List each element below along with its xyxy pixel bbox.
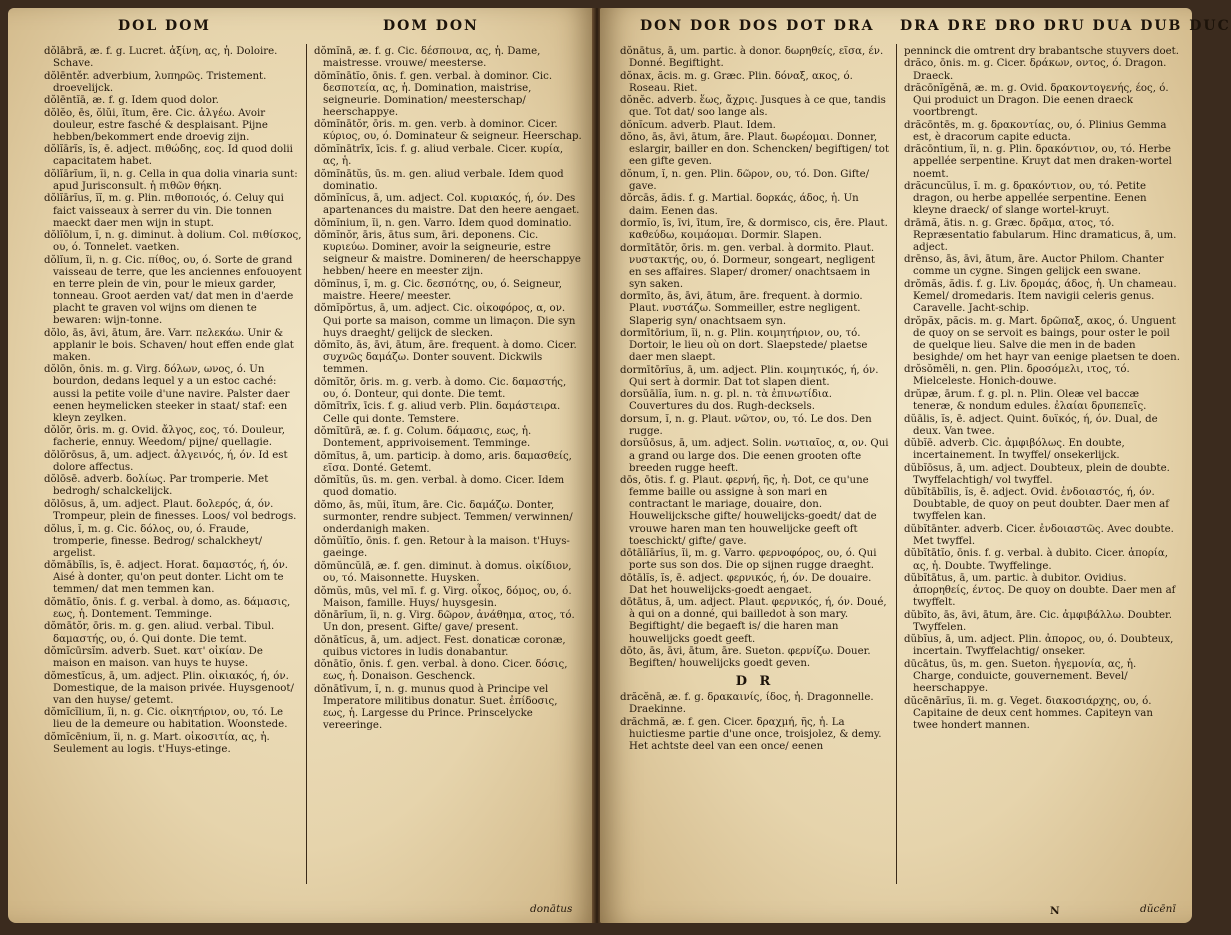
dictionary-entry: dŏmo, ās, mŭi, ĭtum, āre. Cic. δαμάζω. Donter, surmonter, rendre subject. Temmen/ verwinnen/ onderdanigh maken.	[314, 499, 573, 535]
dictionary-entry: dŏlĭārĭs, ĭs, ē. adject. πιθώδης, εος. Id quod dolii capacitatem habet.	[44, 144, 293, 168]
dictionary-entry: drăcōnĭgĕnă, æ. m. g. Ovid. δρακοντογενής, έος, ό. Qui produict un Dragon. Die eenen draeck voortbrengt.	[904, 83, 1169, 119]
dictionary-entry: dŭbĭus, ā, um. adject. Plin. ἀπορος, ου, ό. Doubteux, incertain. Twyffelachtig/ onseker.	[904, 634, 1174, 658]
dictionary-entry: drăchmă, æ. f. gen. Cicer. δραχμή, ῆς, ἡ. La huictiesme partie d'une once, troisjolez, & demy. Het achtste deel van een once/ eenen	[620, 716, 882, 752]
dictionary-entry: dŏmĭcĭlium, ĭi, n. g. Cic. οἰκητήριον, ου, τό. Le lieu de la demeure ou habitation. Woonstede.	[44, 707, 288, 731]
dictionary-entry: dŏmĭtūrā, æ. f. g. Colum. δάμασις, εως, ἡ. Dontement, apprivoisement. Temminge.	[314, 425, 532, 450]
catchword: dŭcēnī	[1140, 903, 1176, 915]
dictionary-entry: dŏlĭārĭum, ĭi, n. g. Cella in qua dolia vinaria sunt: apud Jurisconsult. ἡ πιθῶν θήκη.	[44, 168, 298, 192]
dictionary-entry: dormītōrium, ĭi, n. g. Plin. κοιμητήριον, ου, τό. Dortoir, le lieu où on dort. Slaepstede/ plaetse daer men slaept.	[620, 328, 868, 364]
dictionary-entry: drŏsŏmĕli, n. gen. Plin. δροσόμελι, ιτος, τό. Mielceleste. Honich-douwe.	[904, 364, 1130, 388]
dictionary-entry: drŏpăx, păcis. m. g. Mart. δρῶπαξ, ακος, ό. Unguent de quoy on se servoit es baings, pour oster le poil de quelque lieu. Salve die men in de baden besighde/ om het hayr van eenige plaetsen te doen.	[904, 315, 1180, 363]
dictionary-entry: dŏnātus, ā, um. partic. à donor. δωρηθείς, εῖσα, έν. Donné. Begiftight.	[620, 46, 884, 70]
dictionary-entry: drŭpæ, ārum. f. g. pl. n. Plin. Oleæ vel baccæ teneræ, & nondum edules. ἐλαίαι δρυπεπεῖς.	[904, 388, 1147, 413]
dictionary-entry: dŏmĭtus, ā, um. particip. à domo, aris. δαμασθείς, εῖσα. Donté. Getemt.	[314, 450, 572, 474]
left-page	[8, 8, 594, 923]
entries-dr	[620, 692, 890, 753]
dictionary-entry: dōto, ās, āvi, ātum, āre. Sueton. φερνίζω. Douer. Begiften/ houwelijcks goedt geven.	[620, 646, 871, 670]
dictionary-entry: dormĭo, īs, īvi, ītum, īre, & dormisco, cis, ēre. Plaut. καθεύδω, κοιμάομαι. Dormir. Slapen.	[620, 218, 888, 242]
dictionary-entry: dŏlōn, ōnis. m. g. Virg. δόλων, ωνος, ό. Un bourdon, dedans lequel y a un estoc caché: aussi la petite voile d'une navire. Palster daer eenen heymelicken steeker in staat/ staf: een kleyn zeylken.	[44, 364, 290, 424]
dictionary-entry: dŭbĭtātĭo, ōnis. f. g. verbal. à dubito. Cicer. ἀπορία, ας, ἡ. Doubte. Twyffelinge.	[904, 548, 1169, 572]
dictionary-entry: dŏlĭum, ĭi, n. g. Cic. πίθος, ου, ό. Sorte de grand vaisseau de terre, que les anciennes enfouoyent en terre plein de vin, pour le mieux garder, tonneau. Groot aerden vat/ dat men in d'aerde placht te graven vol wijns om dienen te bewaren: wijn-tonne.	[44, 254, 302, 327]
dictionary-entry: dŭbĭtābĭlis, ĭs, ē. adject. Ovid. ἐνδοιαστός, ή, όν. Doubtable, de quoy on peut doubter. Daer men af twyffelen kan.	[904, 487, 1170, 523]
left-page-header-left: DOL DOM	[118, 18, 211, 34]
dictionary-entry: dŏmĭpŏrtus, ā, um. adject. Cic. οἰκοφόρος, α, ον. Qui porte sa maison, comme un limaçon. Die syn huys draeght/ gelijck de slecken.	[314, 303, 576, 339]
dictionary-entry: dŏmŭĭtĭo, ōnis. f. gen. Retour à la maison. t'Huys-gaeinge.	[314, 536, 570, 560]
entries-do	[620, 46, 890, 670]
right-page-header-right: DRA DRE DRO DRU DUA DUB DUC	[900, 18, 1231, 34]
dictionary-entry: dormītātŏr, ōris. m. gen. verbal. à dormito. Plaut. νυστακτής, ου, ό. Dormeur, songeart, negligent en ses affaires. Slaper/ dromer/ onachtsaem in syn saken.	[620, 242, 876, 290]
dictionary-entry: dŭbĭto, ās, āvi, ātum, āre. Cic. ἀμφιβάλλω. Doubter. Twyffelen.	[904, 609, 1173, 633]
catchword: donātus	[530, 903, 573, 915]
dictionary-entry: drăcōntēs, m. g. δρακοντίας, ου, ό. Plinius Gemma est, è dracorum capite educta.	[904, 119, 1167, 143]
dictionary-entry: dŏmĭcēnium, ĭi, n. g. Mart. οἰκοσιτία, ας, ἡ. Seulement au logis. t'Huys-etinge.	[44, 731, 270, 755]
dictionary-entry: dorsŭālĭa, ĭum. n. g. pl. n. τὰ ἐπινωτίδια. Couvertures du dos. Rugh-decksels.	[620, 389, 833, 413]
dictionary-entry: dŏmĭcūrsĭm. adverb. Suet. κατ' οἰκίαν. De maison en maison. van huys te huyse.	[44, 646, 263, 670]
dictionary-entry: dormītōrĭus, ā, um. adject. Plin. κοιμητικός, ή, όν. Qui sert à dormir. Dat tot slapen dient.	[620, 364, 879, 388]
dictionary-entry: dōs, ōtis. f. g. Plaut. φερνή, ῆς, ἡ. Dot, ce qu'une femme baille ou assigne à son mari en contractant le mariage, douaire, don. Houwelijcksche gifte/ houwelijcks-goedt/ dat de vrouwe haren man ten houwelijcke geeft oft toeschickt/ gifte/ gave.	[620, 475, 877, 547]
dictionary-entry: dorsŭōsus, ā, um. adject. Solin. νωτιαῖος, α, ον. Qui a grand ou large dos. Die eenen grooten ofte breeden rugge heeft.	[620, 438, 889, 474]
dictionary-entry: dorsum, ĭ, n. g. Plaut. νῶτον, ου, τό. Le dos. Den rugge.	[620, 413, 872, 437]
dictionary-entry: dŏmātŏr, ōris. m. g. gen. aliud. verbal. Tibul. δαμαστής, ου, ό. Qui donte. Die temt.	[44, 621, 275, 645]
dictionary-entry: dŏlēntěr. adverbium, λυπηρῶς. Tristement. droevelijck.	[44, 70, 267, 94]
dictionary-entry: dŏmĭnus, ĭ, m. g. Cic. δεσπότης, ου, ό. Seigneur, maistre. Heere/ meester.	[314, 278, 562, 302]
dictionary-entry: drŏmăs, ădis. f. g. Liv. δρομάς, άδος, ἡ. Un chameau. Kemel/ dromedaris. Item navigii celeris genus. Caravelle. Jacht-schip.	[904, 278, 1177, 315]
dictionary-entry: dŏnum, ĭ, n. gen. Plin. δῶρον, ου, τό. Don. Gifte/ gave.	[620, 168, 870, 192]
dictionary-entry: dŏmŭs, mūs, vel mī. f. g. Virg. οἶκος, δόμος, ου, ό. Maison, famille. Huys/ huysgesin.	[314, 585, 572, 609]
dictionary-entry: dŏlĕo, ēs, ŏlŭi, ĭtum, ēre. Cic. ἀλγέω. Avoir douleur, estre fasché & desplaisant. Pijne hebben/bekommert ende droevig zijn.	[44, 107, 268, 143]
dictionary-entry: dŏmĭnātrīx, īcis. f. g. aliud verbale. Cicer. κυρία, ας, ἡ.	[314, 143, 564, 168]
right-page-column-1	[620, 46, 890, 916]
dictionary-entry: dŏnĕc. adverb. ἕως, ἄχρις. Jusques à ce que, tandis que. Tot dat/ soo lange als.	[620, 95, 886, 119]
signature-mark: N	[1050, 905, 1060, 917]
column-divider	[896, 44, 897, 884]
right-page	[600, 8, 1231, 923]
dictionary-entry: dŏmĭnŏr, āris, ātus sum, āri. deponens. Cic. κυριεύω. Dominer, avoir la seigneurie, estre seigneur & maistre. Domineren/ de heerschappye hebben/ heere en meester zijn.	[314, 230, 581, 278]
dictionary-entry: dŏmĭtŭs, ūs. m. gen. verbal. à domo. Cicer. Idem quod domatio.	[314, 475, 565, 499]
section-heading-dr: D R	[735, 674, 775, 690]
dictionary-entry: dŏnĭcum. adverb. Plaut. Idem.	[620, 119, 776, 131]
dictionary-entry: dŭcēnārĭus, ĭi. m. g. Veget. διακοσιάρχης, ου, ό. Capitaine de deux cent hommes. Capiteyn van twee hondert mannen.	[904, 695, 1153, 731]
dictionary-entry: dŏlĭārĭus, ĭĭ, m. g. Plin. πιθοποιός, ό. Celuy qui faict vaisseaux à serrer du vin. Die tonnen maeckt daer men wijn in stupt.	[44, 193, 284, 229]
dictionary-entry: drēnso, ās, āvi, ātum, āre. Auctor Philom. Chanter comme un cygne. Singen gelijck een swane.	[904, 254, 1164, 278]
dictionary-entry: dōtālĭs, ĭs, ē. adject. φερνικός, ή, όν. De douaire. Dat het houwelijcks-goedt aengaet.	[620, 572, 872, 596]
dictionary-entry: dŏlŏrōsus, ā, um. adject. ἀλγεινός, ή, όν. Id est dolore affectus.	[44, 449, 288, 473]
dictionary-entry: penninck die omtrent dry brabantsche stuyvers doet.	[904, 46, 1179, 57]
dictionary-entry: dŏlus, ĭ, m. g. Cic. δόλος, ου, ό. Fraude, tromperie, finesse. Bedrog/ schalckheyt/ argelist.	[44, 523, 263, 559]
dictionary-entry: dŭbĭtātus, ā, um. partic. à dubitor. Ovidius. ἀπορηθείς, έντος. De quoy on doubte. Daer men af twyffelt.	[904, 573, 1176, 609]
dictionary-entry: dŏmestĭcus, ā, um. adject. Plin. οἰκιακός, ή, όν. Domestique, de la maison privée. Huysgenoot/ van den huyse/ getemt.	[44, 670, 294, 706]
dictionary-entry: dŏmĭnātŭs, ūs. m. gen. aliud verbale. Idem quod dominatio.	[314, 168, 564, 192]
dictionary-entry: dŏno, ās, āvi, ātum, āre. Plaut. δωρέομαι. Donner, eslargir, bailler en don. Schencken/ begiftigen/ tot een gifte geven.	[620, 132, 890, 168]
dictionary-entry: dŏmĭtrīx, īcis. f. g. aliud verb. Plin. δαμάστειρα. Celle qui donte. Temstere.	[314, 401, 561, 425]
dictionary-entry: dŏlābrā, æ. f. g. Lucret. ἀξίνη, ας, ἡ. Doloire. Schave.	[44, 46, 278, 70]
dictionary-entry: dŏnātĭo, ōnis. f. gen. verbal. à dono. Cicer. δόσις, εως, ἡ. Donaison. Geschenck.	[314, 659, 568, 683]
dictionary-entry: dŏmĭnātŏr, ōris. m. gen. verb. à dominor. Cicer. κύριος, ου, ό. Dominateur & seigneur. Heerschap.	[314, 119, 582, 143]
dictionary-entry: dŏmābĭlis, ĭs, ē. adject. Horat. δαμαστός, ή, όν. Aisé à donter, qu'on peut donter. Licht om te temmen/ dat men temmen kan.	[44, 560, 289, 596]
column-divider	[306, 44, 307, 884]
dictionary-entry: dŏlēntĭā, æ. f. g. Idem quod dolor.	[44, 95, 219, 107]
dictionary-entry: dŏnax, ăcis. m. g. Græc. Plin. δόναξ, ακος, ό. Roseau. Riet.	[620, 70, 853, 94]
left-page-header-right: DOM DON	[383, 18, 479, 34]
dictionary-entry: drăcĕnā, æ. f. g. δρακαινίς, ίδος, ἡ. Dragonnelle. Draekinne.	[620, 692, 874, 716]
dictionary-entry: dŭbĭtānter. adverb. Cicer. ἐνδοιαστῶς. Avec doubte. Met twyffel.	[904, 523, 1174, 547]
dictionary-entry: dŏmĭnium, ĭi, n. gen. Varro. Idem quod dominatio.	[314, 217, 572, 229]
dictionary-entry: dŏmĭnĭcus, ā, um. adject. Col. κυριακός, ή, όν. Des apartenances du maistre. Dat den heere aengaet.	[314, 193, 580, 217]
dictionary-entry: drăcōntium, ĭi, n. g. Plin. δρακόντιον, ου, τό. Herbe appellée serpentine. Kruyt dat men draken-wortel noemt.	[904, 144, 1172, 180]
dictionary-entry: dŏmātĭo, ōnis. f. g. verbal. à domo, as. δάμασις, εως, ἡ. Dontement. Temminge.	[44, 596, 291, 620]
dictionary-entry: dŏmĭnā, æ. f. g. Cic. δέσποινα, ας, ἡ. Dame, maistresse. vrouwe/ meesterse.	[314, 46, 541, 70]
dictionary-entry: dŭbĭōsus, ā, um. adject. Doubteux, plein de doubte. Twyffelachtigh/ vol twyffel.	[904, 462, 1170, 486]
dictionary-entry: dŏlōsē. adverb. δολίως. Par tromperie. Met bedrogh/ schalckelijck.	[44, 474, 269, 498]
dictionary-entry: drăco, ōnis. m. g. Cicer. δράκων, οντος, ό. Dragon. Draeck.	[904, 58, 1167, 82]
dictionary-entry: dormīto, ās, āvi, ātum, āre. frequent. à dormio. Plaut. νυστάζω. Sommeiller, estre negligent. Slaperig syn/ onachtsaem syn.	[620, 291, 863, 327]
dictionary-entry: dŏmŭncŭlā, æ. f. gen. diminut. à domus. οἰκίδιον, ου, τό. Maisonnette. Huysken.	[314, 560, 572, 585]
dictionary-entry: dŏmĭnātĭo, ōnis. f. gen. verbal. à dominor. Cic. δεσποτεία, ας, ἡ. Domination, maistrise, seigneurie. Domination/ meesterschap/ heerschappye.	[314, 70, 553, 118]
dictionary-entry: drāmă, ătis. n. g. Græc. δρᾶμα, ατος, τό. Repræsentatio fabularum. Hinc dramaticus, ā, um. adject.	[904, 217, 1177, 253]
dictionary-entry: dōtātus, ā, um. adject. Plaut. φερνικός, ή, όν. Doué, à qui on a donné, qui bailledot à son mary. Begiftight/ die begaeft is/ die haren man houwelijcks goedt geeft.	[620, 597, 887, 645]
dictionary-entry: drăcuncŭlus, ĭ. m. g. δρακόντιον, ου, τό. Petite dragon, ou herbe appellée serpentine. Eenen kleyne draeck/ of slange wortel-kruyt.	[904, 180, 1147, 217]
dictionary-entry: dŏmĭto, ās, āvi, ātum, āre. frequent. à domo. Cicer. συχνῶς δαμάζω. Donter souvent. Dickwils temmen.	[314, 340, 577, 376]
dictionary-entry: dŏrcās, ădis. f. g. Martial. δορκάς, άδος, ἡ. Un daim. Eenen das.	[620, 193, 859, 217]
dictionary-entry: dŏnātĭcus, ā, um. adject. Fest. donaticæ coronæ, quibus victores in ludis donabantur.	[314, 634, 566, 658]
right-page-column-2	[904, 46, 1180, 916]
dictionary-entry: dŭbĭē. adverb. Cic. ἀμφιβόλως. En doubte, incertainement. In twyffel/ onsekerlijck.	[904, 438, 1125, 462]
right-page-header-left: DON DOR DOS DOT DRA	[640, 18, 875, 34]
dictionary-entry: dŏlŏr, ōris. m. g. Ovid. ἄλγος, εος, τό. Douleur, facherie, ennuy. Weedom/ pijne/ quellagie.	[44, 425, 286, 449]
dictionary-entry: dŏlĭŏlum, ĭ, n. g. diminut. à dolium. Col. πιθίσκος, ου, ό. Tonnelet. vaetken.	[44, 230, 302, 254]
dictionary-entry: dōtālĭārĭus, ĭi, m. g. Varro. φερνοφόρος, ου, ό. Qui porte sus son dos. Die op sijnen rugge draeght.	[620, 548, 877, 572]
dictionary-entry: dŏlōsus, ā, um. adject. Plaut. δολερός, ά, όν. Trompeur, plein de finesses. Loos/ vol bedrogs.	[44, 498, 297, 523]
dictionary-entry: dŭālis, ĭs, ē. adject. Quint. δυϊκός, ή, όν. Dual, de deux. Van twee.	[904, 413, 1158, 437]
dictionary-entry: dŏnārĭum, ĭi, n. g. Virg. δῶρον, ἀνάθημα, ατος, τό. Un don, present. Gifte/ gave/ present.	[314, 610, 575, 634]
left-page-column-1	[44, 46, 302, 916]
dictionary-entry: dŏlo, ās, āvi, ātum, āre. Varr. πελεκάω. Unir & applanir le bois. Schaven/ hout effen ende glat maken.	[44, 327, 294, 363]
dictionary-entry: dūcātus, ūs, m. gen. Sueton. ἡγεμονία, ας, ἡ. Charge, conduicte, gouvernement. Bevel/ heerschappye.	[904, 658, 1137, 695]
dictionary-entry: dŏnātīvum, ĭ, n. g. munus quod à Principe vel Imperatore militibus donatur. Suet. ἐπίδοσις, εως, ἡ. Largesse du Prince. Prinscelycke vereeringe.	[314, 683, 558, 732]
dictionary-entry: dŏmĭtŏr, ōris. m. g. verb. à domo. Cic. δαμαστής, ου, ό. Donteur, qui donte. Die temt.	[314, 376, 567, 400]
left-page-column-2	[314, 46, 582, 916]
